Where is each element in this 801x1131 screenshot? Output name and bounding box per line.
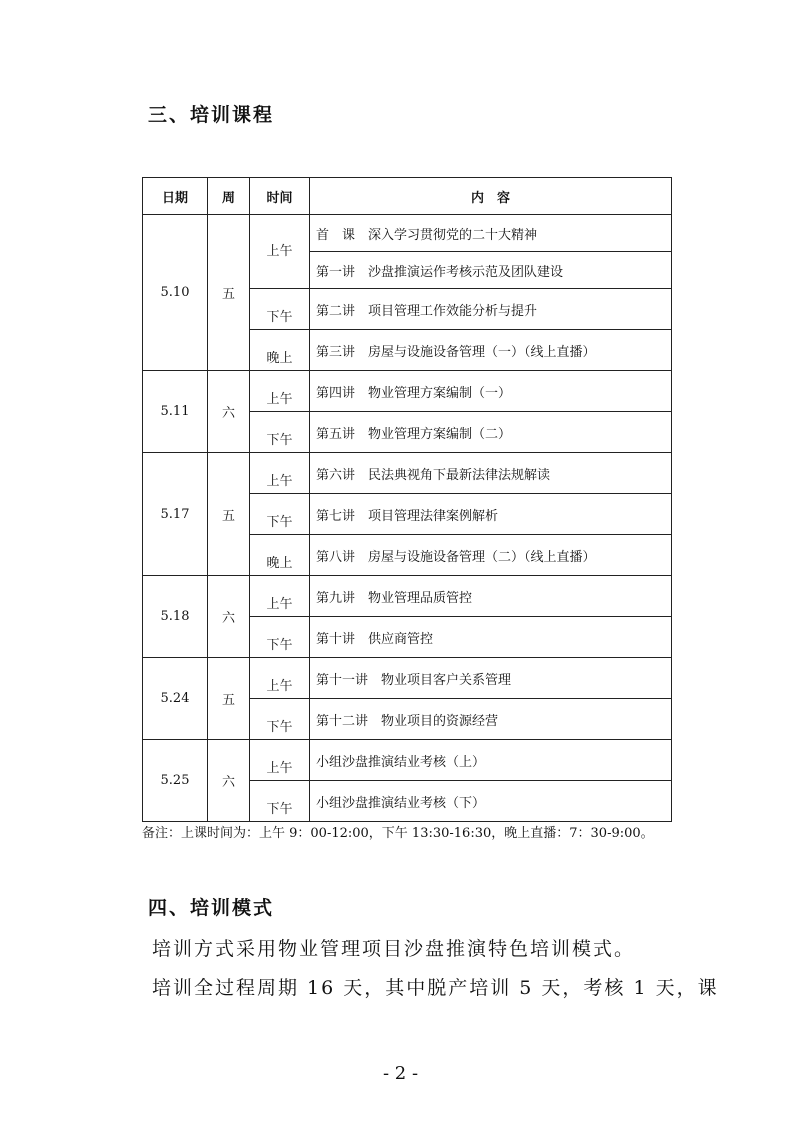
content-cell: 第七讲 项目管理法律案例解析: [310, 494, 672, 535]
table-row: [143, 453, 672, 494]
content-cell: 第三讲 房屋与设施设备管理（一）（线上直播）: [310, 330, 672, 371]
schedule-note: 备注：上课时间为：上午 9：00-12:00，下午 13:30-16:30，晚上直播：7：30-9:00。: [142, 826, 654, 841]
time-cell: 晚上: [250, 330, 310, 371]
time-cell: 上午: [250, 740, 310, 781]
content-cell: 第五讲 物业管理方案编制（二）: [310, 412, 672, 453]
section-heading-courses: 三、培训课程: [148, 104, 275, 126]
weekday-cell: 六: [208, 371, 250, 453]
content-cell: 小组沙盘推演结业考核（下）: [310, 781, 672, 822]
time-cell: 下午: [250, 289, 310, 330]
header-date: 日期: [143, 178, 208, 215]
page-number: - 2 -: [382, 1063, 419, 1084]
date-cell: 5.18: [143, 576, 208, 658]
header-content: 内 容: [310, 178, 672, 215]
date-cell: 5.10: [143, 215, 208, 371]
content-cell: 第十二讲 物业项目的资源经营: [310, 699, 672, 740]
time-cell: 下午: [250, 494, 310, 535]
section-heading-mode: 四、培训模式: [148, 897, 275, 919]
table-row: [143, 371, 672, 412]
table-row: [143, 740, 672, 781]
time-cell: 上午: [250, 658, 310, 699]
time-cell: 上午: [250, 576, 310, 617]
paragraph: 培训全过程周期 16 天，其中脱产培训 5 天，考核 1 天，课: [152, 977, 719, 999]
time-cell: 上午: [250, 453, 310, 494]
weekday-cell: 五: [208, 215, 250, 371]
weekday-cell: 五: [208, 658, 250, 740]
date-cell: 5.24: [143, 658, 208, 740]
content-cell: 第十讲 供应商管控: [310, 617, 672, 658]
content-cell: 第一讲 沙盘推演运作考核示范及团队建设: [310, 252, 672, 289]
content-cell: 小组沙盘推演结业考核（上）: [310, 740, 672, 781]
date-cell: 5.17: [143, 453, 208, 576]
weekday-cell: 五: [208, 453, 250, 576]
table-row: [143, 576, 672, 617]
paragraph: 培训方式采用物业管理项目沙盘推演特色培训模式。: [152, 938, 636, 960]
time-cell: 下午: [250, 412, 310, 453]
time-cell: 上午: [250, 215, 310, 289]
time-cell: 下午: [250, 617, 310, 658]
weekday-cell: 六: [208, 740, 250, 822]
time-cell: 上午: [250, 371, 310, 412]
content-cell: 第十一讲 物业项目客户关系管理: [310, 658, 672, 699]
header-time: 时间: [250, 178, 310, 215]
content-cell: 第八讲 房屋与设施设备管理（二）（线上直播）: [310, 535, 672, 576]
date-cell: 5.25: [143, 740, 208, 822]
content-cell: 首 课 深入学习贯彻党的二十大精神: [310, 215, 672, 252]
date-cell: 5.11: [143, 371, 208, 453]
time-cell: 下午: [250, 699, 310, 740]
header-week: 周: [208, 178, 250, 215]
content-cell: 第四讲 物业管理方案编制（一）: [310, 371, 672, 412]
table-row: [143, 658, 672, 699]
time-cell: 下午: [250, 781, 310, 822]
time-cell: 晚上: [250, 535, 310, 576]
weekday-cell: 六: [208, 576, 250, 658]
table-header-row: [143, 178, 672, 215]
content-cell: 第六讲 民法典视角下最新法律法规解读: [310, 453, 672, 494]
content-cell: 第九讲 物业管理品质管控: [310, 576, 672, 617]
content-cell: 第二讲 项目管理工作效能分析与提升: [310, 289, 672, 330]
course-schedule-table: [142, 177, 672, 822]
table-row: [143, 215, 672, 252]
